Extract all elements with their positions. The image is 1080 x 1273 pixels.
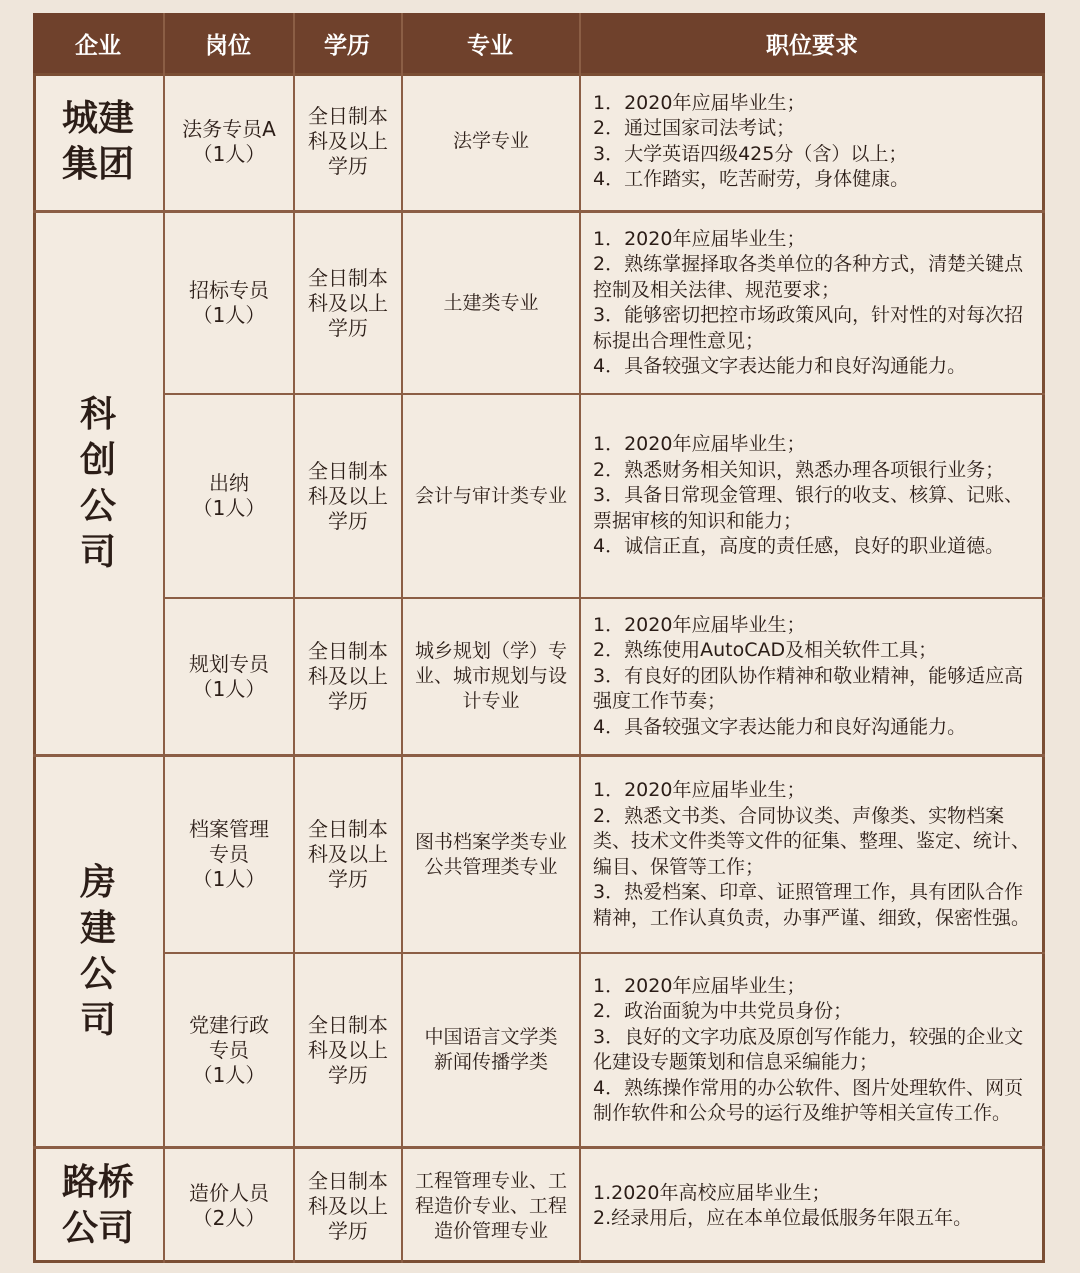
education-cell: 全日制本 科及以上 学历 xyxy=(308,817,388,891)
position-cell: 规划专员 （1人） xyxy=(189,651,269,701)
table-header xyxy=(33,13,1045,76)
requirement-item: 3．热爱档案、印章、证照管理工作，具有团队合作精神，工作认真负责，办事严谨、细致，保密性强。 xyxy=(593,881,1031,929)
education-cell: 全日制本 科及以上 学历 xyxy=(308,639,388,713)
requirement-item: 1．2020年应届毕业生； xyxy=(593,613,806,636)
requirements-cell xyxy=(593,1149,1033,1263)
education-cell: 全日制本 科及以上 学历 xyxy=(308,458,388,533)
major-cell: 城乡规划（学）专 业、城市规划与设 计专业 xyxy=(414,640,567,712)
position-cell: 出纳 （1人） xyxy=(192,471,266,520)
major-cell: 法学专业 xyxy=(452,130,529,152)
requirements-list xyxy=(593,778,1033,931)
header-position: 岗位 xyxy=(205,32,251,59)
requirements-cell xyxy=(593,757,1033,952)
requirement-item: 4．具备较强文字表达能力和良好沟通能力。 xyxy=(593,355,967,377)
requirement-item: 2．政治面貌为中共党员身份； xyxy=(593,1000,853,1022)
header-company: 企业 xyxy=(75,32,121,59)
requirement-item: 3．有良好的团队协作精神和敬业精神，能够适应高强度工作节奏； xyxy=(593,664,1024,713)
education-cell: 全日制本 科及以上 学历 xyxy=(308,104,388,178)
requirement-item: 4．诚信正直，高度的责任感，良好的职业道德。 xyxy=(593,535,1005,558)
requirement-item: 3．具备日常现金管理、银行的收支、核算、记账、票据审核的知识和能力； xyxy=(593,484,1024,532)
header-requirements: 职位要求 xyxy=(766,32,858,59)
position-cell: 造价人员 （2人） xyxy=(189,1181,269,1230)
major-cell: 会计与审计类专业 xyxy=(414,484,567,507)
requirements-list xyxy=(593,91,909,193)
requirement-item: 2．通过国家司法考试； xyxy=(593,117,796,139)
requirements-cell xyxy=(593,954,1033,1146)
requirements-list xyxy=(593,613,1033,741)
requirement-item: 4．熟练操作常用的办公软件、图片处理软件、网页制作软件和公众号的运行及维护等相关宣传工作。 xyxy=(593,1076,1024,1124)
requirement-item: 1．2020年应届毕业生； xyxy=(593,779,806,801)
requirement-item: 4．工作踏实，吃苦耐劳，身体健康。 xyxy=(593,168,910,190)
requirement-item: 1．2020年应届毕业生； xyxy=(593,91,806,114)
requirements-list xyxy=(593,1181,972,1232)
requirement-item: 2．熟练使用AutoCAD及相关软件工具； xyxy=(593,639,938,662)
company-fangjian: 房 建 公 司 xyxy=(79,861,116,1041)
requirements-cell xyxy=(593,599,1033,754)
position-cell: 法务专员A （1人） xyxy=(182,116,276,166)
requirement-item: 2.经录用后，应在本单位最低服务年限五年。 xyxy=(593,1207,973,1229)
header-major: 专业 xyxy=(467,32,513,59)
education-cell: 全日制本 科及以上 学历 xyxy=(308,1012,388,1087)
requirements-list xyxy=(593,432,1033,560)
requirement-item: 1．2020年应届毕业生； xyxy=(593,974,806,997)
requirements-list xyxy=(593,974,1033,1127)
position-cell: 党建行政 专员 （1人） xyxy=(189,1012,269,1087)
requirement-item: 2．熟悉财务相关知识，熟悉办理各项银行业务； xyxy=(593,458,1005,481)
header-education: 学历 xyxy=(324,32,370,59)
requirement-item: 2．熟练掌握择取各类单位的各种方式，清楚关键点控制及相关法律、规范要求； xyxy=(593,253,1024,301)
company-luqiao: 路桥 公司 xyxy=(61,1162,134,1249)
requirement-item: 3．能够密切把控市场政策风向，针对性的对每次招标提出合理性意见； xyxy=(593,304,1024,352)
requirements-cell xyxy=(593,73,1033,210)
company-chengjian: 城建 集团 xyxy=(61,97,134,185)
requirement-item: 1．2020年应届毕业生； xyxy=(593,227,806,250)
column-divider xyxy=(579,13,581,1263)
requirement-item: 1.2020年高校应届毕业生； xyxy=(593,1181,831,1204)
requirements-cell xyxy=(593,213,1033,393)
requirement-item: 2．熟悉文书类、合同协议类、声像类、实物档案类、技术文件类等文件的征集、整理、鉴定、统计、编目、保管等工作； xyxy=(593,804,1031,878)
major-cell: 工程管理专业、工 程造价专业、工程 造价管理专业 xyxy=(414,1169,567,1242)
requirements-list xyxy=(593,227,1033,380)
major-cell: 图书档案学类专业 公共管理类专业 xyxy=(414,830,567,878)
requirements-cell xyxy=(593,395,1033,597)
requirement-item: 4．具备较强文字表达能力和良好沟通能力。 xyxy=(593,715,967,738)
position-cell: 档案管理 专员 （1人） xyxy=(189,817,269,891)
company-kechuang: 科 创 公 司 xyxy=(79,393,116,573)
major-cell: 中国语言文学类 新闻传播学类 xyxy=(424,1026,558,1073)
requirement-item: 3．大学英语四级425分（含）以上； xyxy=(593,142,908,165)
position-cell: 招标专员 （1人） xyxy=(189,278,269,327)
education-cell: 全日制本 科及以上 学历 xyxy=(308,265,388,340)
recruitment-table xyxy=(33,13,1045,1263)
requirement-item: 1．2020年应届毕业生； xyxy=(593,433,806,456)
education-cell: 全日制本 科及以上 学历 xyxy=(308,1168,388,1243)
major-cell: 土建类专业 xyxy=(443,291,539,314)
requirement-item: 3．良好的文字功底及原创写作能力，较强的企业文化建设专题策划和信息采编能力； xyxy=(593,1025,1024,1073)
